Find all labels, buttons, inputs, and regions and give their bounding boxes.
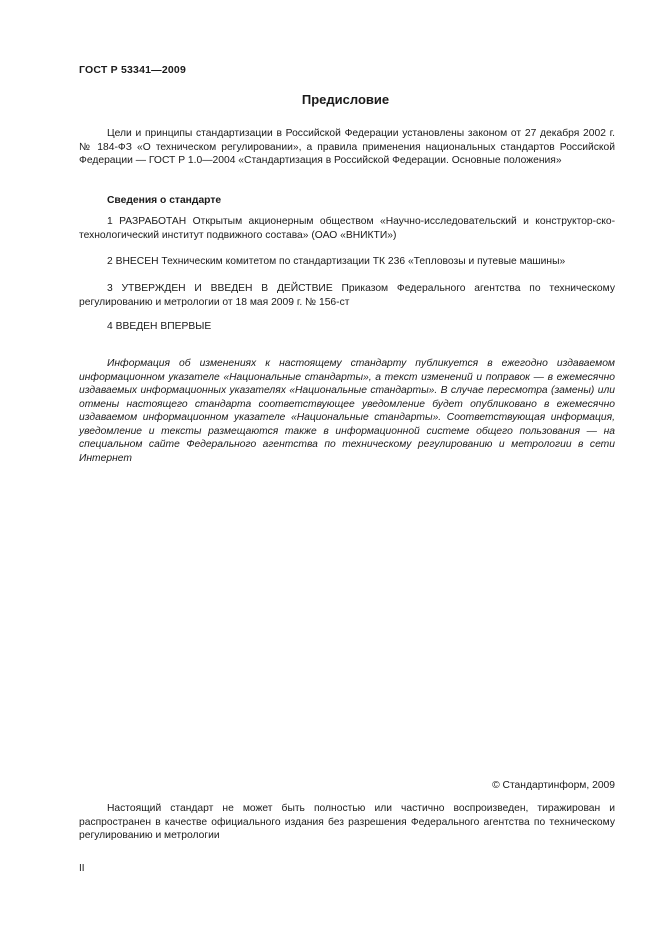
info-item-3: 3 УТВЕРЖДЕН И ВВЕДЕН В ДЕЙСТВИЕ Приказом Федерального агентства по техническому регулированию и метрологии от 18 мая 2009 г. № 156-ст [79, 283, 615, 308]
info-item-1: 1 РАЗРАБОТАН Открытым акционерным обществом «Научно-исследовательский и конструктор-ско-технологический институт подвижного состава» (ОАО «ВНИКТИ») [79, 216, 615, 241]
intro-paragraph: Цели и принципы стандартизации в Российской Федерации установлены законом от 27 декабря 2002 г. № 184-ФЗ «О техническом регулировании», а правила применения национальных стандартов Российской Федерации — ГОСТ Р 1.0—2004 «Стандартизация в Российской Федерации. Основные положения» [79, 128, 615, 166]
copyright-notice: © Стандартинформ, 2009 [492, 780, 615, 791]
info-heading: Сведения о стандарте [107, 195, 222, 206]
notice-paragraph: Информация об изменениях к настоящему стандарту публикуется в ежегодно издаваемом информационном указателе «Национальные стандарты», а текст изменений и поправок — в ежемесячно издаваемых информационных указателях «Национальные стандарты». В случае пересмотра (замены) или отмены настоящего стандарта соответствующее уведомление будет опубликовано в ежемесячно издаваемом информационном указателе «Национальные стандарты». Соответствующая информация, уведомление и тексты размещаются также в информационной системе общего пользования — на специальном сайте Федерального агентства по техническому регулированию и метрологии в сети Интернет [79, 358, 615, 464]
reproduction-notice: Настоящий стандарт не может быть полностью или частично воспроизведен, тиражирован и распространен в качестве официального издания без разрешения Федерального агентства по техническому регулированию и метрологии [79, 803, 615, 841]
page-number: II [79, 863, 85, 874]
info-item-4: 4 ВВЕДЕН ВПЕРВЫЕ [107, 321, 212, 332]
document-header: ГОСТ Р 53341—2009 [79, 64, 187, 76]
info-item-2: 2 ВНЕСЕН Техническим комитетом по стандартизации ТК 236 «Тепловозы и путевые машины» [107, 256, 566, 267]
page-title: Предисловие [301, 92, 390, 107]
